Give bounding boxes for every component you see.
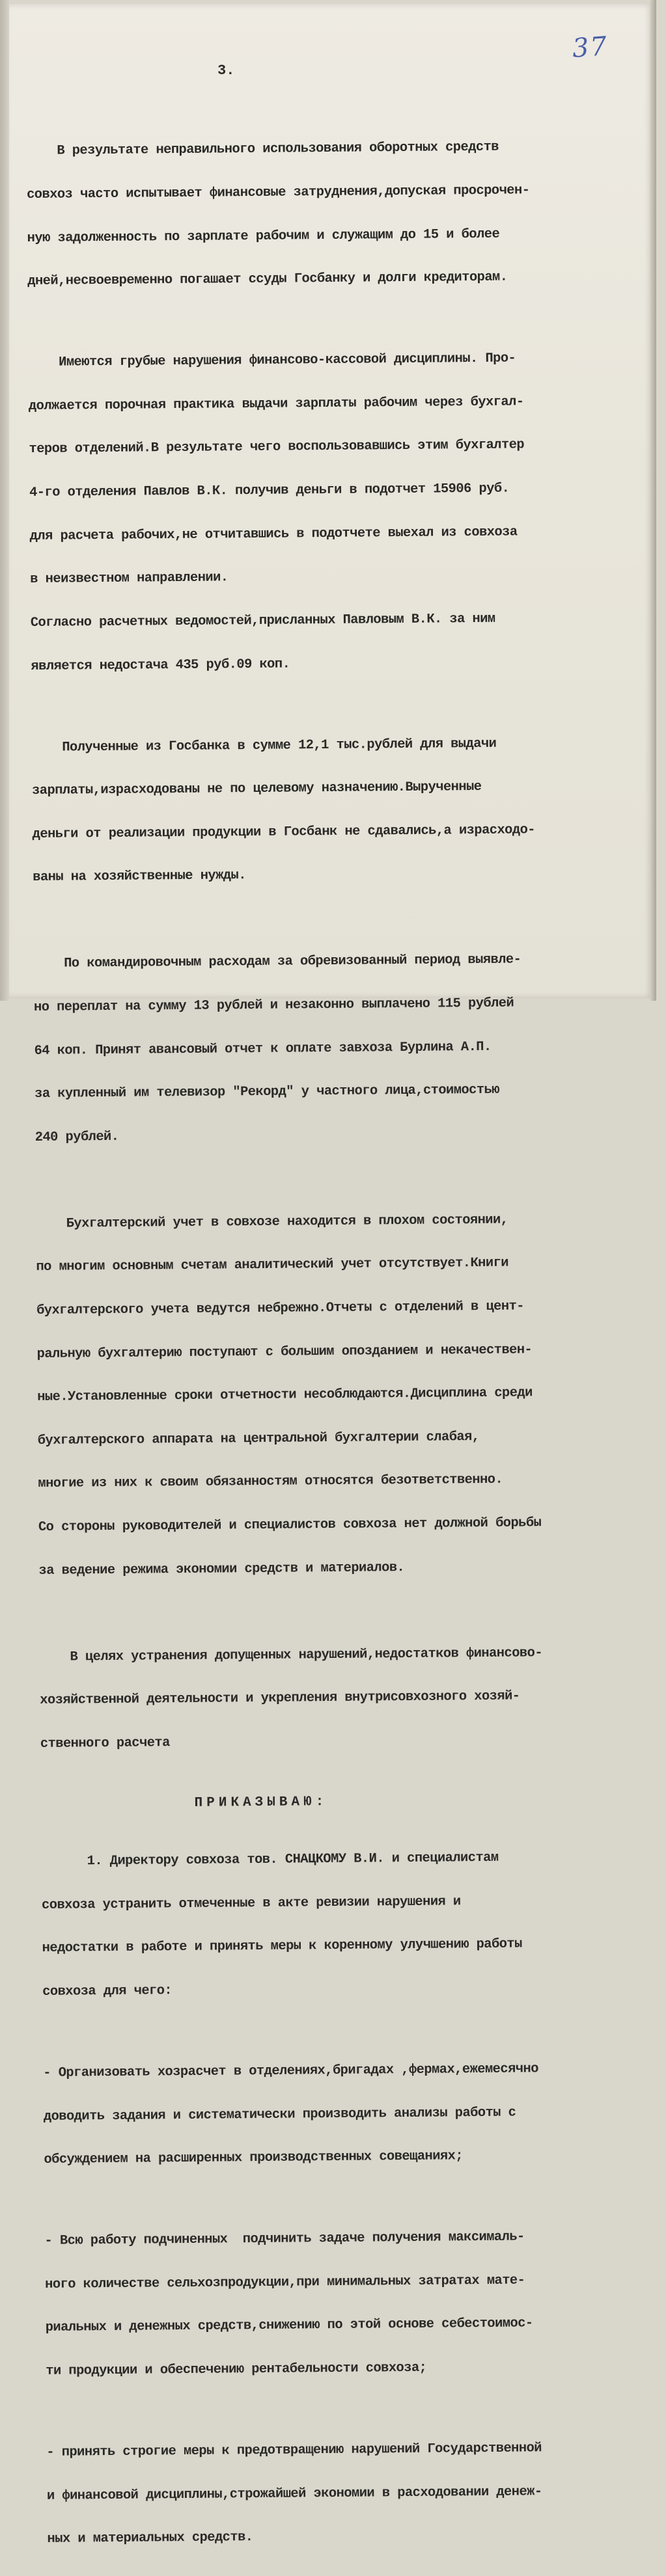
text-line: ваны на хозяйственные нужды. — [33, 868, 246, 886]
text-line: обсуждением на расширенных производственных совещаниях; — [44, 2149, 464, 2168]
text-line: ственного расчета — [40, 1735, 170, 1752]
order-item-bullet-2 — [44, 2200, 665, 2407]
text-line: ти продукции и обеспечению рентабельности совхоза; — [46, 2360, 427, 2379]
text-line: в неизвестном направлении. — [30, 570, 229, 588]
text-line: хозяйственной деятельности и укрепления внутрисовхозного хозяй- — [40, 1688, 520, 1709]
text-line: ных и материальных средств. — [47, 2530, 253, 2547]
order-item-1 — [41, 1821, 661, 2028]
text-line: В результате неправильного использования оборотных средств — [26, 140, 499, 159]
text-line: ного количестве сельхозпродукции,при минимальных затратах мате- — [44, 2273, 525, 2292]
document-body — [26, 111, 666, 2576]
text-line: бухгалтерского учета ведутся небрежно.Отчеты с отделений в цент- — [36, 1299, 525, 1318]
text-line: 1. Директору совхоза тов. СНАЦКОМУ В.И. и специалистам — [41, 1850, 499, 1870]
paragraph-gosbank-funds — [31, 707, 652, 914]
text-line: По командировочным расходам за обревизованный период выявле- — [33, 952, 521, 972]
text-line: - принять строгие меры к предотвращению нарушений Государственной — [46, 2441, 542, 2460]
paragraph-travel-expenses — [33, 923, 654, 1174]
text-line: является недостача 435 руб.09 коп. — [31, 657, 290, 674]
text-line: 64 коп. Принят авансовый отчет к оплате завхоза Бурлина А.П. — [34, 1039, 492, 1059]
text-line: недостатки в работе и принять меры к коренному улучшению работы — [42, 1936, 522, 1957]
page-number: 3. — [217, 62, 235, 79]
handwritten-folio-number: 37 — [571, 31, 609, 64]
text-line: должается порочная практика выдачи зарплаты рабочим через бухгал- — [28, 394, 524, 414]
text-line: ральную бухгалтерию поступают с большим опозданием и некачествен- — [36, 1342, 533, 1362]
order-heading: ПРИКАЗЫВАЮ: — [194, 1794, 328, 1811]
text-line: деньги от реализации продукции в Госбанк не сдавались,а израсходо- — [32, 822, 536, 842]
text-line: теров отделений.В результате чего воспользовавшись этим бухгалтер — [29, 437, 525, 457]
text-line: за купленный им телевизор "Рекорд" у частного лица,стоимостью — [35, 1082, 500, 1102]
paragraph-accounting — [35, 1183, 658, 1607]
text-line: совхоза для чего: — [42, 1983, 173, 2000]
text-line: дней,несвоевременно погашает ссуды Госбанку и долги кредиторам. — [27, 269, 508, 290]
text-line: совхоза устранить отмеченные в акте ревизии нарушения и — [41, 1894, 461, 1913]
paragraph-purpose — [39, 1616, 659, 1781]
text-line: и финансовой дисциплины,строжайшей экономии в расходовании денеж- — [46, 2484, 542, 2504]
text-line: - Организовать хозрасчет в отделениях,бригадах ,фермах,ежемесячно — [43, 2061, 538, 2081]
text-line: для расчета рабочих,не отчитавшись в подотчете выехал из совхоза — [29, 524, 518, 544]
text-line: Бухгалтерский учет в совхозе находится в плохом состоянии, — [35, 1212, 508, 1232]
text-line: Имеются грубые нарушения финансово-кассовой дисциплины. Про- — [28, 351, 516, 371]
order-item-bullet-3 — [46, 2411, 666, 2576]
text-line: Полученные из Госбанка в сумме 12,1 тыс.рублей для выдачи — [31, 736, 497, 755]
text-line: Со стороны руководителей и специалистов совхоза нет должной борьбы — [38, 1515, 542, 1536]
text-line: ную задолженность по зарплате рабочим и служащим до 15 и более — [27, 226, 500, 246]
typewritten-page — [9, 4, 654, 2547]
text-line: ные.Установленные сроки отчетности несоблюдаются.Дисциплина среди — [37, 1385, 533, 1405]
text-line: риальных и денежных средств,снижению по этой основе себестоимос- — [45, 2316, 533, 2336]
text-line: 240 рублей. — [35, 1129, 119, 1145]
text-line: но переплат на сумму 13 рублей и незаконно выплачено 115 рублей — [33, 996, 514, 1015]
text-line: по многим основным счетам аналитический учет отсутствует.Книги — [36, 1256, 509, 1275]
text-line: В целях устранения допущенных нарушений,недостатков финансово- — [39, 1645, 543, 1665]
text-line: зарплаты,израсходованы не по целевому назначению.Вырученные — [31, 780, 482, 799]
paragraph-working-capital — [26, 111, 646, 318]
text-line: бухгалтерского аппарата на центральной бухгалтерии слабая, — [37, 1429, 480, 1448]
text-line: за ведение режима экономии средств и материалов. — [38, 1560, 405, 1579]
page-right-edge — [650, 0, 656, 1001]
page-left-edge — [0, 0, 9, 1001]
text-line: 4-го отделения Павлов В.К. получив деньги в подотчет 15906 руб. — [29, 481, 510, 501]
text-line: многие из них к своим обязанностям относятся безответственно. — [38, 1472, 503, 1492]
text-line: доводить задания и систематически производить анализы работы с — [43, 2105, 516, 2124]
text-line: - Всю работу подчиненных подчинить задаче получения максималь- — [44, 2229, 525, 2249]
order-item-bullet-1 — [43, 2032, 663, 2197]
paragraph-cash-discipline — [28, 322, 650, 703]
text-line: Согласно расчетных ведомостей,присланных Павловым В.К. за ним — [30, 611, 495, 630]
text-line: совхоз часто испытывает финансовые затруднения,допуская просрочен- — [26, 183, 530, 203]
